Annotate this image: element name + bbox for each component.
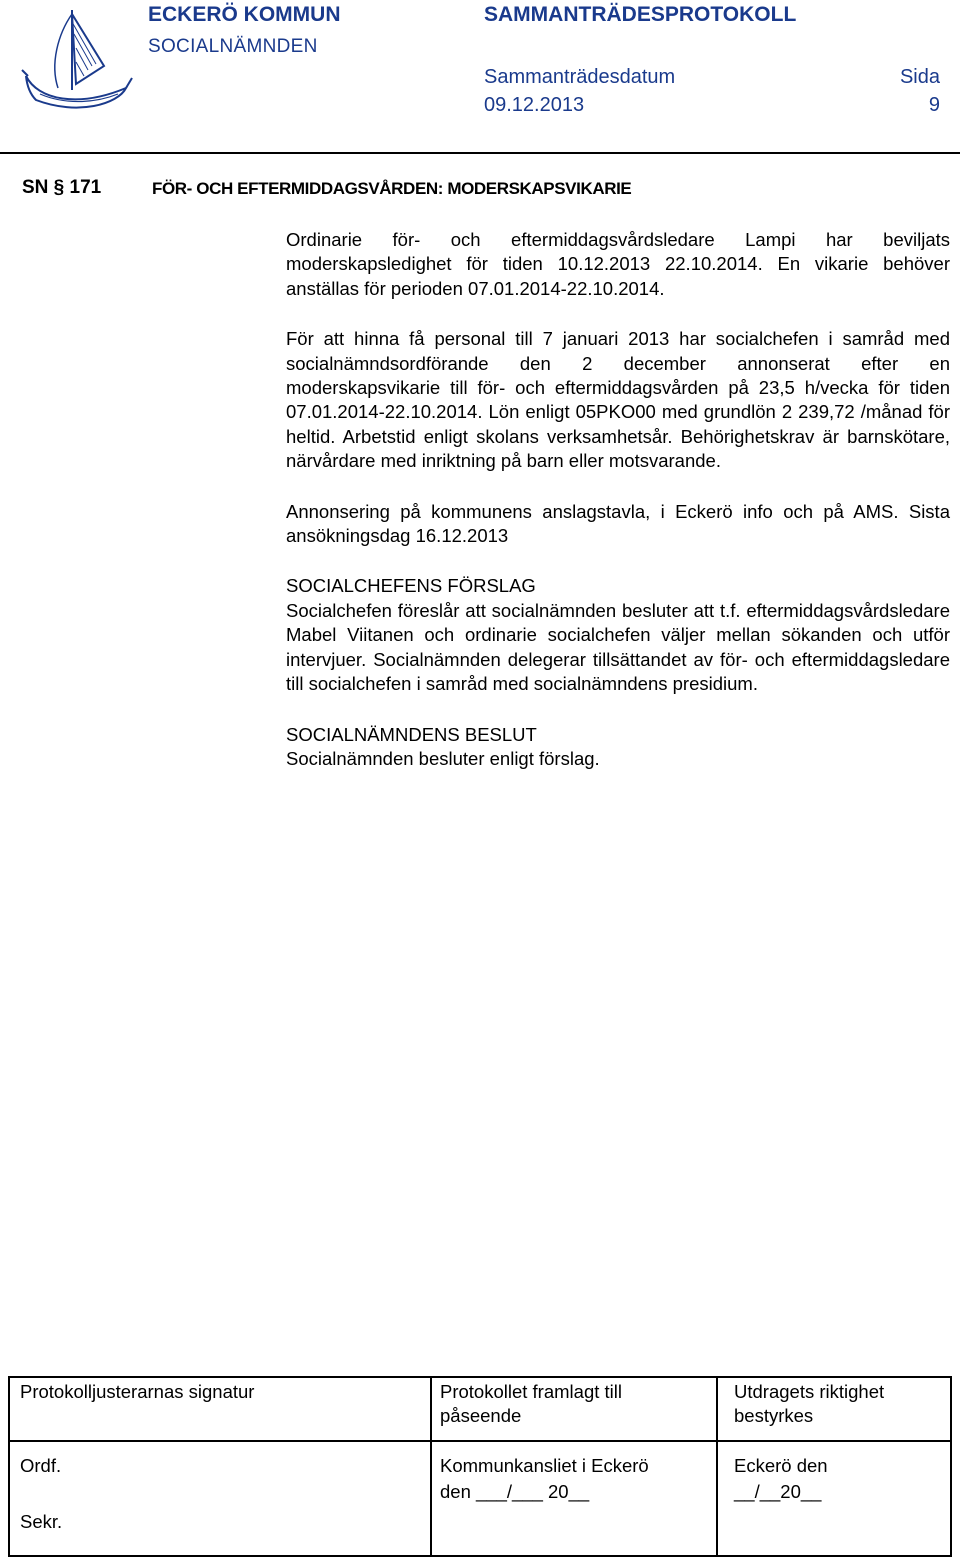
section-title: FÖR- OCH EFTERMIDDAGSVÅRDEN: MODERSKAPSVIKARIE [152,179,632,198]
paragraph-2: För att hinna få personal till 7 januari 2013 har socialchefen i samråd med socialnämndsordförande den 2 december annonserat efter en moderskapsvikarie till för- och eftermiddagsvården på 23,5 h/vecka för tiden 07.01.2014-22.10.2014. Lön enligt 05PKO00 med grundlön 2 239,72 /månad för heltid. Arbetstid enligt skolans verksamhetsår. Behörighetskrav är barnskötare, närvårdare med inriktning på barn eller motsvarande. [286,328,950,472]
posting-header-line1: Protokollet framlagt till [440,1381,622,1402]
signature-table [8,1376,952,1557]
certification-header-line2: bestyrkes [734,1405,814,1426]
section-body [286,228,950,771]
posting-date: den ___/___ 20__ [440,1481,590,1502]
section-id: SN § 171 [22,177,102,198]
chairman-label: Ordf. [20,1455,62,1476]
signatures-header: Protokolljusterarnas signatur [20,1381,255,1402]
municipality-name: ECKERÖ KOMMUN [148,3,341,26]
certification-header-line1: Utdragets riktighet [734,1381,885,1402]
page-number: 9 [928,94,940,116]
certification-location: Eckerö den [734,1455,828,1476]
certification-date: __/__20__ [734,1481,822,1502]
committee-name: SOCIALNÄMNDEN [148,36,318,57]
posting-header-line2: påseende [440,1405,522,1426]
document-type: SAMMANTRÄDESPROTOKOLL [484,3,797,26]
meeting-date-label: Sammanträdesdatum [484,66,676,88]
meeting-date-value: 09.12.2013 [484,94,585,116]
header-divider [0,152,960,154]
decision-text: Socialnämnden besluter enligt förslag. [286,747,600,769]
secretary-label: Sekr. [20,1511,63,1532]
decision-heading: SOCIALNÄMNDENS BESLUT [286,723,537,745]
posting-location: Kommunkansliet i Eckerö [440,1455,649,1476]
page-label: Sida [899,66,940,88]
viking-ship-logo-icon [18,4,136,122]
paragraph-3: Annonsering på kommunens anslagstavla, i Eckerö info och på AMS. Sista ansökningsdag 16.12.2013 [286,500,950,547]
certification-column [716,1378,950,1555]
proposal-text: Socialchefen föreslår att socialnämnden besluter att t.f. eftermiddagsvårdsledare Mabel Viitanen och ordinarie socialchefen väljer mellan sökanden och utför intervjuer. Socialnämnden delegerar tillsättandet av för- och eftermiddagsledare till socialchefen i samråd med socialnämndens presidium. [286,599,950,695]
paragraph-1: Ordinarie för- och eftermiddagsvårdsledare Lampi har beviljats moderskapsledighet för tiden 10.12.2013 22.10.2014. En vikarie behöver anställas för perioden 07.01.2014-22.10.2014. [286,229,950,299]
posting-column [430,1378,718,1555]
proposal-heading: SOCIALCHEFENS FÖRSLAG [286,575,536,597]
